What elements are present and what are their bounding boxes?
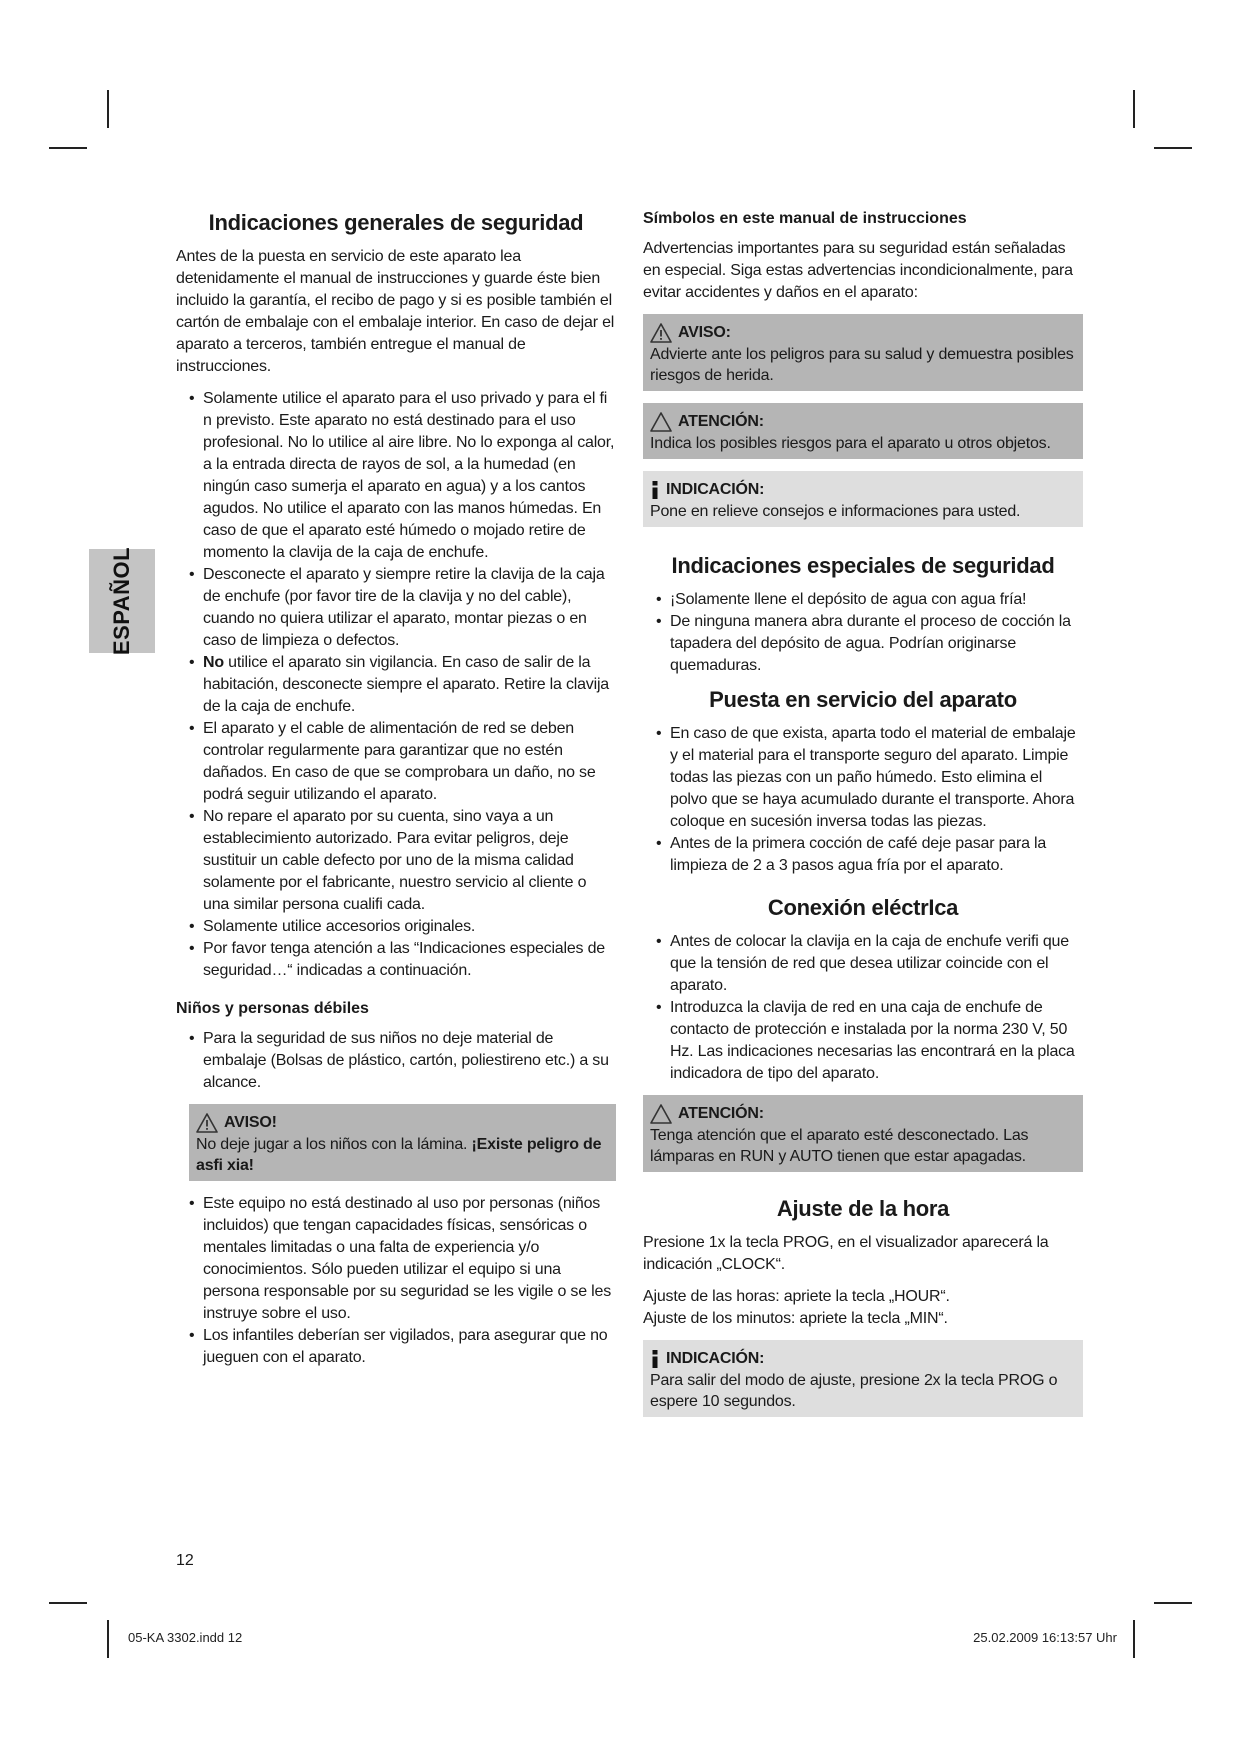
atencion-box-title — [650, 1103, 1076, 1124]
list-item: • Introduzca la clavija de red en una caja de enchufe de contacto de protección e instalada por la norma 230 V, 50 Hz. Las indicaciones necesarias las encontrará en la placa indicadora de tipo del aparato. — [643, 997, 1083, 1085]
indicacion-box-title — [650, 479, 1076, 500]
footer-timestamp: 25.02.2009 16:13:57 Uhr — [973, 1630, 1117, 1645]
aviso-text-plain: No deje jugar a los niños con la lámina. — [196, 1136, 472, 1153]
time-hours: Ajuste de las horas: apriete la tecla „HOUR“. — [643, 1288, 950, 1305]
language-tab-label: ESPAÑOL — [109, 546, 134, 656]
list-item: • Por favor tenga atención a las “Indicaciones especiales de seguridad…“ indicadas a continuación. — [176, 938, 616, 982]
list-item: • Solamente utilice accesorios originales. — [176, 916, 616, 938]
bold-word: No — [203, 654, 224, 671]
aviso-box — [189, 1104, 616, 1181]
warning-triangle-icon — [650, 323, 672, 343]
symbols-intro: Advertencias importantes para su seguridad están señaladas en especial. Siga estas advertencias incondicionalmente, para evitar accidentes y daños en el aparato: — [643, 240, 1073, 301]
list-item: • No repare el aparato por su cuenta, sino vaya a un establecimiento autorizado. Para evitar peligros, deje sustituir un cable defecto por uno de la misma calidad solamente por el fabricante, nuestro servicio al cliente o una similar persona cualifi cada. — [176, 806, 616, 916]
children-list-2 — [176, 1193, 616, 1369]
aviso-label: AVISO: — [678, 324, 731, 341]
aviso-box — [643, 314, 1083, 391]
atencion-label: ATENCIÓN: — [678, 413, 764, 430]
aviso-label: AVISO! — [224, 1114, 277, 1131]
indicacion-label: INDICACIÓN: — [666, 1350, 765, 1367]
list-item: • Desconecte el aparato y siempre retire la clavija de la caja de enchufe (por favor tire de la clavija y no del cable), cuando no quiera utilizar el aparato, montar piezas o en caso de limpieza o defectos. — [176, 564, 616, 652]
time-intro: Presione 1x la tecla PROG, en el visualizador aparecerá la indicación „CLOCK“. — [643, 1234, 1049, 1273]
list-item: • En caso de que exista, aparta todo el material de embalaje y el material para el transporte seguro del aparato. Limpie todas las piezas con un paño húmedo. Esto elimina el polvo que se haya acumulado durante el transporte. Ahora coloque en sucesión inversa todas las piezas. — [643, 723, 1083, 833]
crop-mark — [1133, 90, 1135, 128]
list-item: • ¡Solamente llene el depósito de agua con agua fría! — [643, 589, 1083, 611]
atencion-box — [643, 403, 1083, 459]
general-safety-intro: Antes de la puesta en servicio de este aparato lea detenidamente el manual de instrucciones y guarde éste bien incluido la garantía, el recibo de pago y si es posible también el cartón de embalaje con el embalaje interior. En caso de dejar el aparato a terceros, también entregue el manual de instrucciones. — [176, 248, 615, 375]
list-item — [176, 652, 616, 718]
atencion-text: Tenga atención que el aparato esté desconectado. Las lámparas en RUN y AUTO tienen que estar apagadas. — [650, 1127, 1029, 1165]
list-item: • Los infantiles deberían ser vigilados, para asegurar que no jueguen con el aparato. — [176, 1325, 616, 1369]
list-item: • Antes de colocar la clavija en la caja de enchufe verifi que que la tensión de red que desea utilizar coincide con el aparato. — [643, 931, 1083, 997]
special-safety-list — [643, 589, 1083, 677]
special-safety-title: Indicaciones especiales de seguridad — [671, 553, 1055, 578]
electric-title: Conexión eléctrIca — [767, 895, 959, 920]
list-item: • Solamente utilice el aparato para el uso privado y para el fi n previsto. Este aparato no está destinado para el uso profesional. No lo utilice al aire libre. No lo exponga al calor, a la entrada directa de rayos de sol, a la humedad (en ningún caso sumerja el aparato en agua) y a los cantos agudos. No utilice el aparato con las manos húmedas. En caso de que el aparato esté húmedo o mojado retire de momento la clavija de la caja de enchufe. — [176, 388, 616, 564]
crop-mark — [49, 147, 87, 149]
electric-list — [643, 931, 1083, 1085]
crop-mark — [49, 1602, 87, 1604]
list-item: • Antes de la primera cocción de café deje pasar para la limpieza de 2 a 3 pasos agua fría por el aparato. — [643, 833, 1083, 877]
list-item-text: utilice el aparato sin vigilancia. En caso de salir de la habitación, desconecte siempre el aparato. Retire la clavija de la caja de enchufe. — [203, 654, 610, 715]
crop-mark — [1133, 1620, 1135, 1658]
aviso-box-title — [650, 322, 1076, 343]
time-minutes: Ajuste de los minutos: apriete la tecla „MIN“. — [643, 1310, 948, 1327]
indicacion-label: INDICACIÓN: — [666, 481, 765, 498]
crop-mark — [1154, 147, 1192, 149]
indicacion-box-2 — [643, 1340, 1083, 1417]
children-title: Niños y personas débiles — [176, 1000, 369, 1017]
right-column — [643, 210, 1083, 1429]
warning-triangle-icon — [196, 1113, 218, 1133]
time-title: Ajuste de la hora — [776, 1196, 950, 1221]
indicacion-box-title — [650, 1348, 1076, 1369]
list-item: • El aparato y el cable de alimentación de red se deben controlar regularmente para garantizar que no estén dañados. En caso de que se comprobara un daño, no se podrá seguir utilizando el aparato. — [176, 718, 616, 806]
aviso-text: Advierte ante los peligros para su salud y demuestra posibles riesgos de herida. — [650, 346, 1074, 384]
symbols-title: Símbolos en este manual de instrucciones — [643, 210, 967, 227]
list-item: • Este equipo no está destinado al uso por personas (niños incluidos) que tengan capacidades físicas, sensóricas o mentales limitadas o una falta de experiencia y/o conocimientos. Sólo pueden utilizar el equipo si una persona responsable por su seguridad se les vigile o se les instruye sobre el uso. — [176, 1193, 616, 1325]
aviso-text — [196, 1134, 609, 1176]
crop-mark — [1154, 1602, 1192, 1604]
children-list — [176, 1028, 616, 1094]
language-tab — [89, 546, 155, 656]
aviso-box-title — [196, 1112, 609, 1133]
left-column — [176, 210, 616, 1379]
crop-mark — [107, 90, 109, 128]
general-safety-list — [176, 388, 616, 982]
atencion-box-2 — [643, 1095, 1083, 1172]
info-icon — [650, 1349, 660, 1369]
atencion-text: Indica los posibles riesgos para el aparato u otros objetos. — [650, 435, 1051, 452]
atencion-box-title — [650, 411, 1076, 432]
aviso-text-bold: ¡Existe peligro de asfi xia! — [196, 1136, 602, 1174]
crop-mark — [107, 1620, 109, 1658]
indicacion-text: Pone en relieve consejos e informaciones para usted. — [650, 503, 1021, 520]
caution-triangle-icon — [650, 1104, 672, 1124]
info-icon — [650, 480, 660, 500]
startup-list — [643, 723, 1083, 877]
footer-file-name: 05-KA 3302.indd 12 — [128, 1630, 243, 1645]
indicacion-box — [643, 471, 1083, 527]
atencion-label: ATENCIÓN: — [678, 1105, 764, 1122]
caution-triangle-icon — [650, 412, 672, 432]
list-item: • Para la seguridad de sus niños no deje material de embalaje (Bolsas de plástico, cartón, poliestireno etc.) a su alcance. — [176, 1028, 616, 1094]
general-safety-title: Indicaciones generales de seguridad — [208, 210, 584, 235]
page-number: 12 — [176, 1552, 194, 1569]
list-item: • De ninguna manera abra durante el proceso de cocción la tapadera del depósito de agua. Podrían originarse quemaduras. — [643, 611, 1083, 677]
indicacion-text: Para salir del modo de ajuste, presione 2x la tecla PROG o espere 10 segundos. — [650, 1372, 1058, 1410]
startup-title: Puesta en servicio del aparato — [709, 687, 1017, 712]
